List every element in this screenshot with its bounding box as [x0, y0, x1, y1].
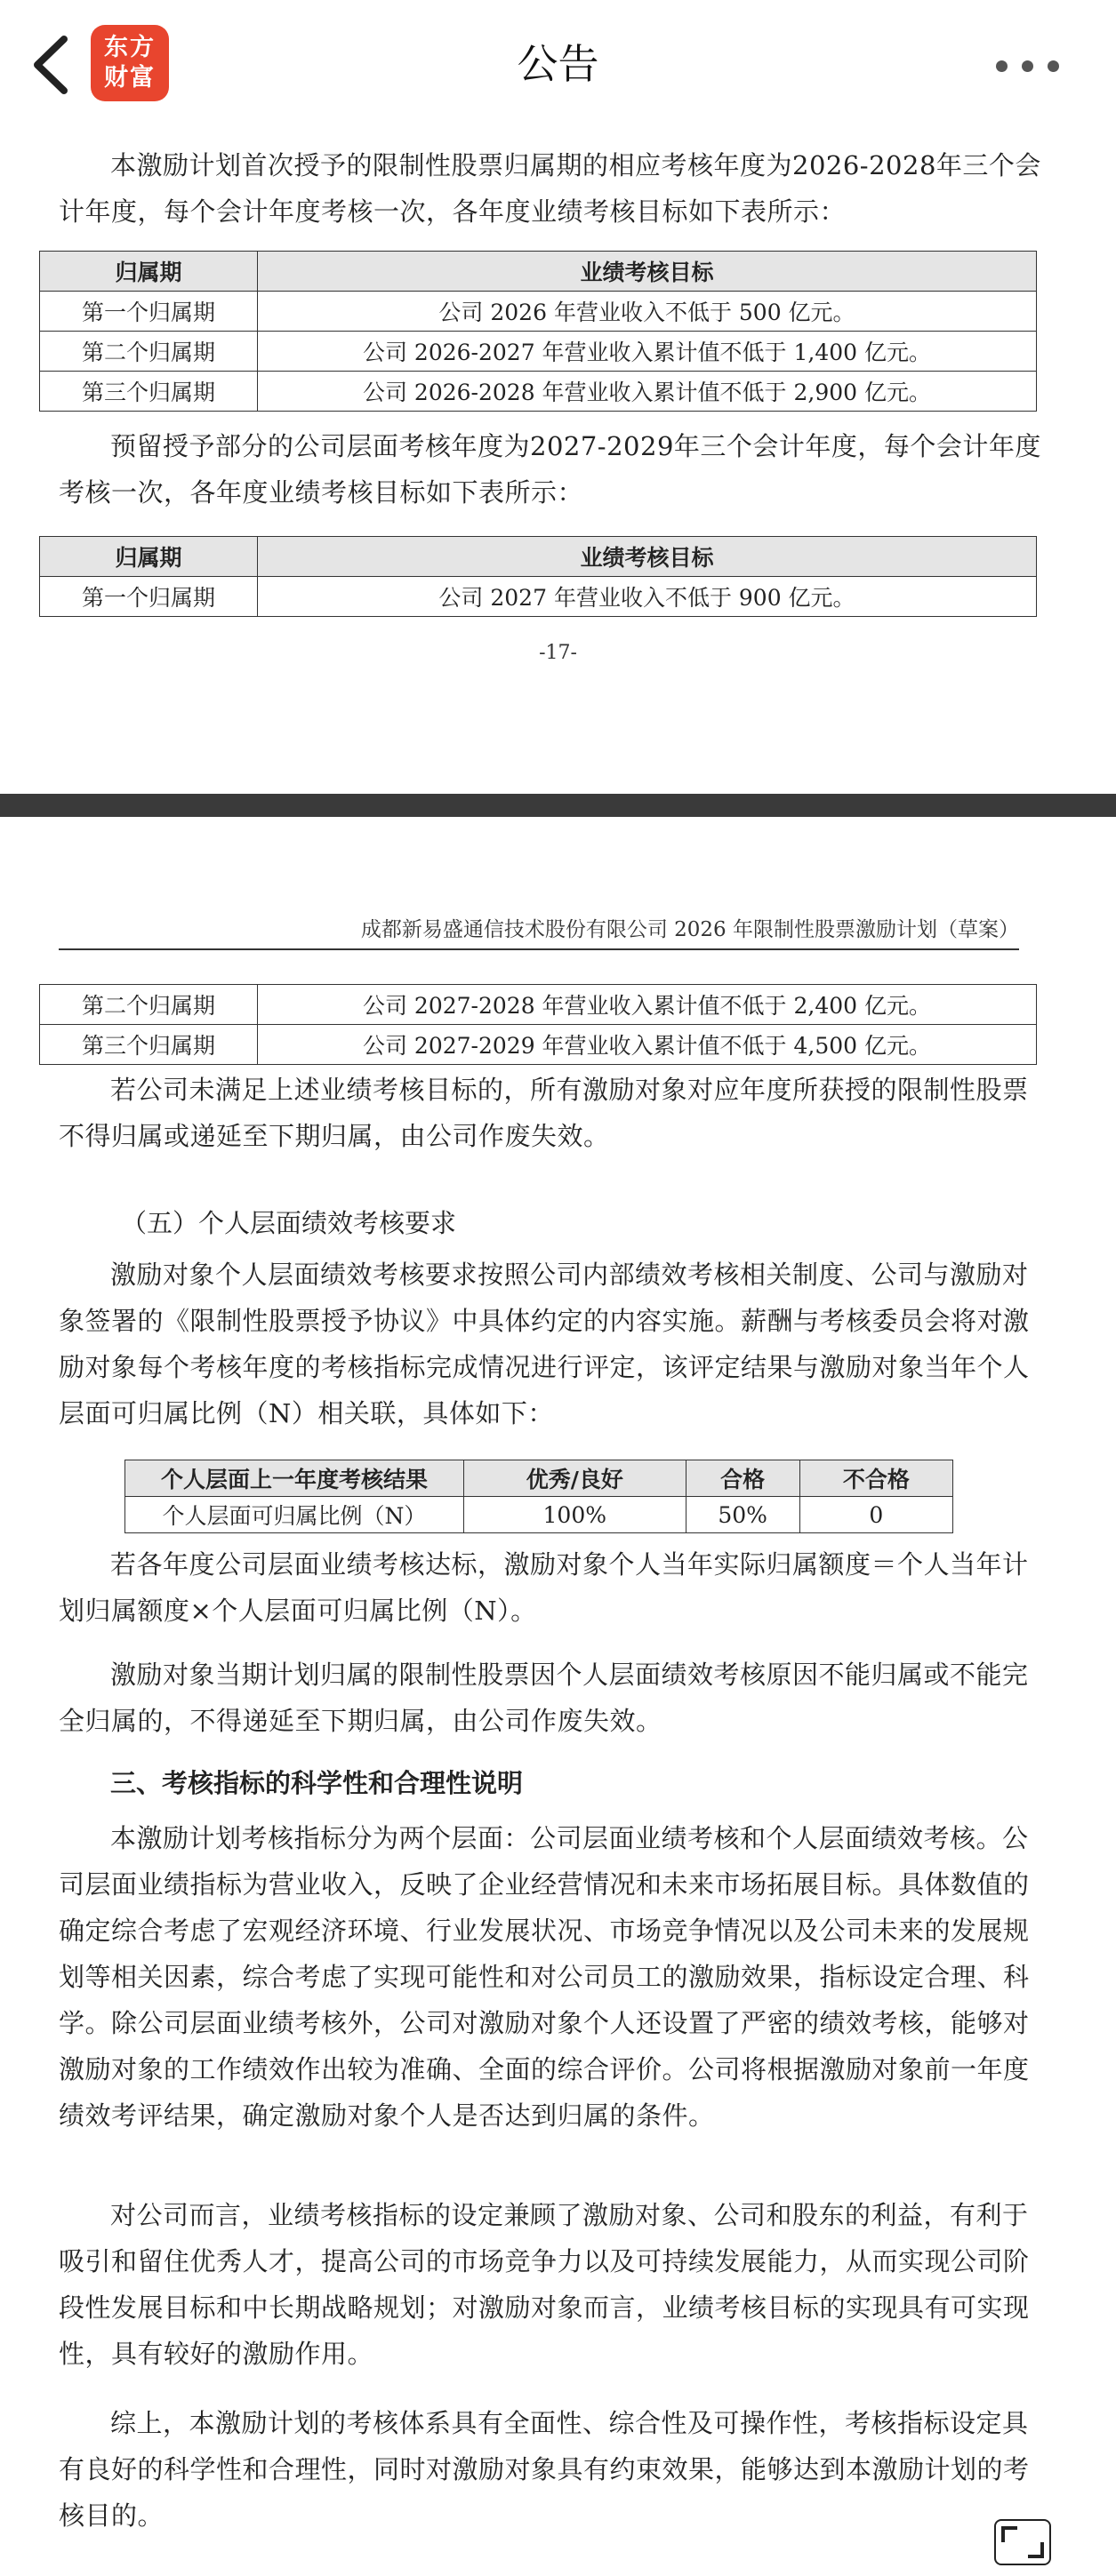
reserved-paragraph: 预留授予部分的公司层面考核年度为2027-2029年三个会计年度，每个会计年度考核一次，各年度业绩考核目标如下表所示： [59, 431, 1041, 508]
intro-paragraph: 本激励计划首次授予的限制性股票归属期的相应考核年度为2026-2028年三个会计年度，每个会计年度考核一次，各年度业绩考核目标如下表所示： [59, 150, 1041, 227]
app-header [0, 0, 1116, 133]
table-cell: 第三个归属期 [40, 372, 258, 412]
performance-table-reserved-continued [39, 984, 1037, 1065]
dot-icon [1022, 60, 1033, 72]
table-cell: 公司 2026 年营业收入不低于 500 亿元。 [258, 292, 1037, 332]
table-cell: 第一个归属期 [40, 292, 258, 332]
column-header: 归属期 [40, 537, 258, 577]
table-cell: 第三个归属期 [40, 1025, 258, 1065]
table-header-row [40, 537, 1037, 577]
individual-ratio-table [124, 1460, 953, 1533]
column-header: 业绩考核目标 [258, 537, 1037, 577]
column-header: 优秀/良好 [464, 1460, 686, 1497]
expand-icon[interactable] [994, 2519, 1051, 2565]
section-heading-science: 三、考核指标的科学性和合理性说明 [110, 1768, 524, 1798]
column-header: 合格 [686, 1460, 799, 1497]
column-header: 不合格 [799, 1460, 952, 1497]
table-cell: 100% [464, 1497, 686, 1533]
table-cell: 个人层面可归属比例（N） [125, 1497, 464, 1533]
unmet-paragraph: 若公司未满足上述业绩考核目标的，所有激励对象对应年度所获授的限制性股票不得归属或递延至下期归属，由公司作废失效。 [59, 1075, 1029, 1151]
section-heading-individual: （五）个人层面绩效考核要求 [121, 1208, 457, 1238]
science-paragraph: 本激励计划考核指标分为两个层面：公司层面业绩考核和个人层面绩效考核。公司层面业绩指标为营业收入，反映了企业经营情况和未来市场拓展目标。具体数值的确定综合考虑了宏观经济环境、行业发展状况、市场竞争情况以及公司未来的发展规划等相关因素，综合考虑了实现可能性和对公司员工的激励效果，指标设定合理、科学。除公司层面业绩考核外，公司对激励对象个人还设置了严密的绩效考核，能够对激励对象的工作绩效作出较为准确、全面的综合评价。公司将根据激励对象前一年度绩效考评结果，确定激励对象个人是否达到归属的条件。 [59, 1823, 1030, 2131]
table-cell: 50% [686, 1497, 799, 1533]
table-row [40, 577, 1037, 617]
page-divider [0, 794, 1116, 817]
column-header: 个人层面上一年度考核结果 [125, 1460, 464, 1497]
table-cell: 公司 2027-2028 年营业收入累计值不低于 2,400 亿元。 [258, 985, 1037, 1025]
header-rule [59, 948, 1019, 950]
table-header-row [40, 252, 1037, 292]
table-cell: 公司 2027 年营业收入不低于 900 亿元。 [258, 577, 1037, 617]
table-cell: 公司 2027-2029 年营业收入累计值不低于 4,500 亿元。 [258, 1025, 1037, 1065]
table-cell: 第二个归属期 [40, 332, 258, 372]
page-title: 公告 [517, 40, 599, 88]
column-header: 归属期 [40, 252, 258, 292]
performance-table-reserved [39, 536, 1037, 617]
eastmoney-logo: 东方 财富 [91, 25, 169, 101]
table-row [40, 332, 1037, 372]
running-header: 成都新易盛通信技术股份有限公司 2026 年限制性股票激励计划（草案） [360, 918, 1019, 941]
table-row [40, 292, 1037, 332]
column-header: 业绩考核目标 [258, 252, 1037, 292]
table-row [40, 372, 1037, 412]
individual-paragraph: 激励对象个人层面绩效考核要求按照公司内部绩效考核相关制度、公司与激励对象签署的《限制性股票授予协议》中具体约定的内容实施。薪酬与考核委员会将对激励对象每个考核年度的考核指标完成情况进行评定，该评定结果与激励对象当年个人层面可归属比例（N）相关联，具体如下： [59, 1260, 1030, 1428]
table-cell: 0 [799, 1497, 952, 1533]
table-row [40, 985, 1037, 1025]
table-cell: 第二个归属期 [40, 985, 258, 1025]
performance-table-initial [39, 251, 1037, 412]
forfeit-paragraph: 激励对象当期计划归属的限制性股票因个人层面绩效考核原因不能归属或不能完全归属的，不得递延至下期归属，由公司作废失效。 [59, 1660, 1029, 1736]
page-number: -17- [539, 642, 577, 664]
table-row [125, 1497, 953, 1533]
dot-icon [996, 60, 1008, 72]
table-cell: 公司 2026-2027 年营业收入累计值不低于 1,400 亿元。 [258, 332, 1037, 372]
dot-icon [1048, 60, 1059, 72]
more-options-button[interactable] [996, 55, 1094, 76]
conclusion-paragraph: 综上，本激励计划的考核体系具有全面性、综合性及可操作性，考核指标设定具有良好的科学性和合理性，同时对激励对象具有约束效果，能够达到本激励计划的考核目的。 [59, 2408, 1030, 2531]
company-paragraph: 对公司而言，业绩考核指标的设定兼顾了激励对象、公司和股东的利益，有利于吸引和留住优秀人才，提高公司的市场竞争力以及可持续发展能力，从而实现公司阶段性发展目标和中长期战略规划；对激励对象而言，业绩考核目标的实现具有可实现性，具有较好的激励作用。 [59, 2200, 1030, 2369]
table-cell: 公司 2026-2028 年营业收入累计值不低于 2,900 亿元。 [258, 372, 1037, 412]
table-header-row [125, 1460, 953, 1497]
table-cell: 第一个归属期 [40, 577, 258, 617]
formula-paragraph: 若各年度公司层面业绩考核达标，激励对象个人当年实际归属额度＝个人当年计划归属额度×个人层面可归属比例（N）。 [59, 1549, 1029, 1626]
table-row [40, 1025, 1037, 1065]
